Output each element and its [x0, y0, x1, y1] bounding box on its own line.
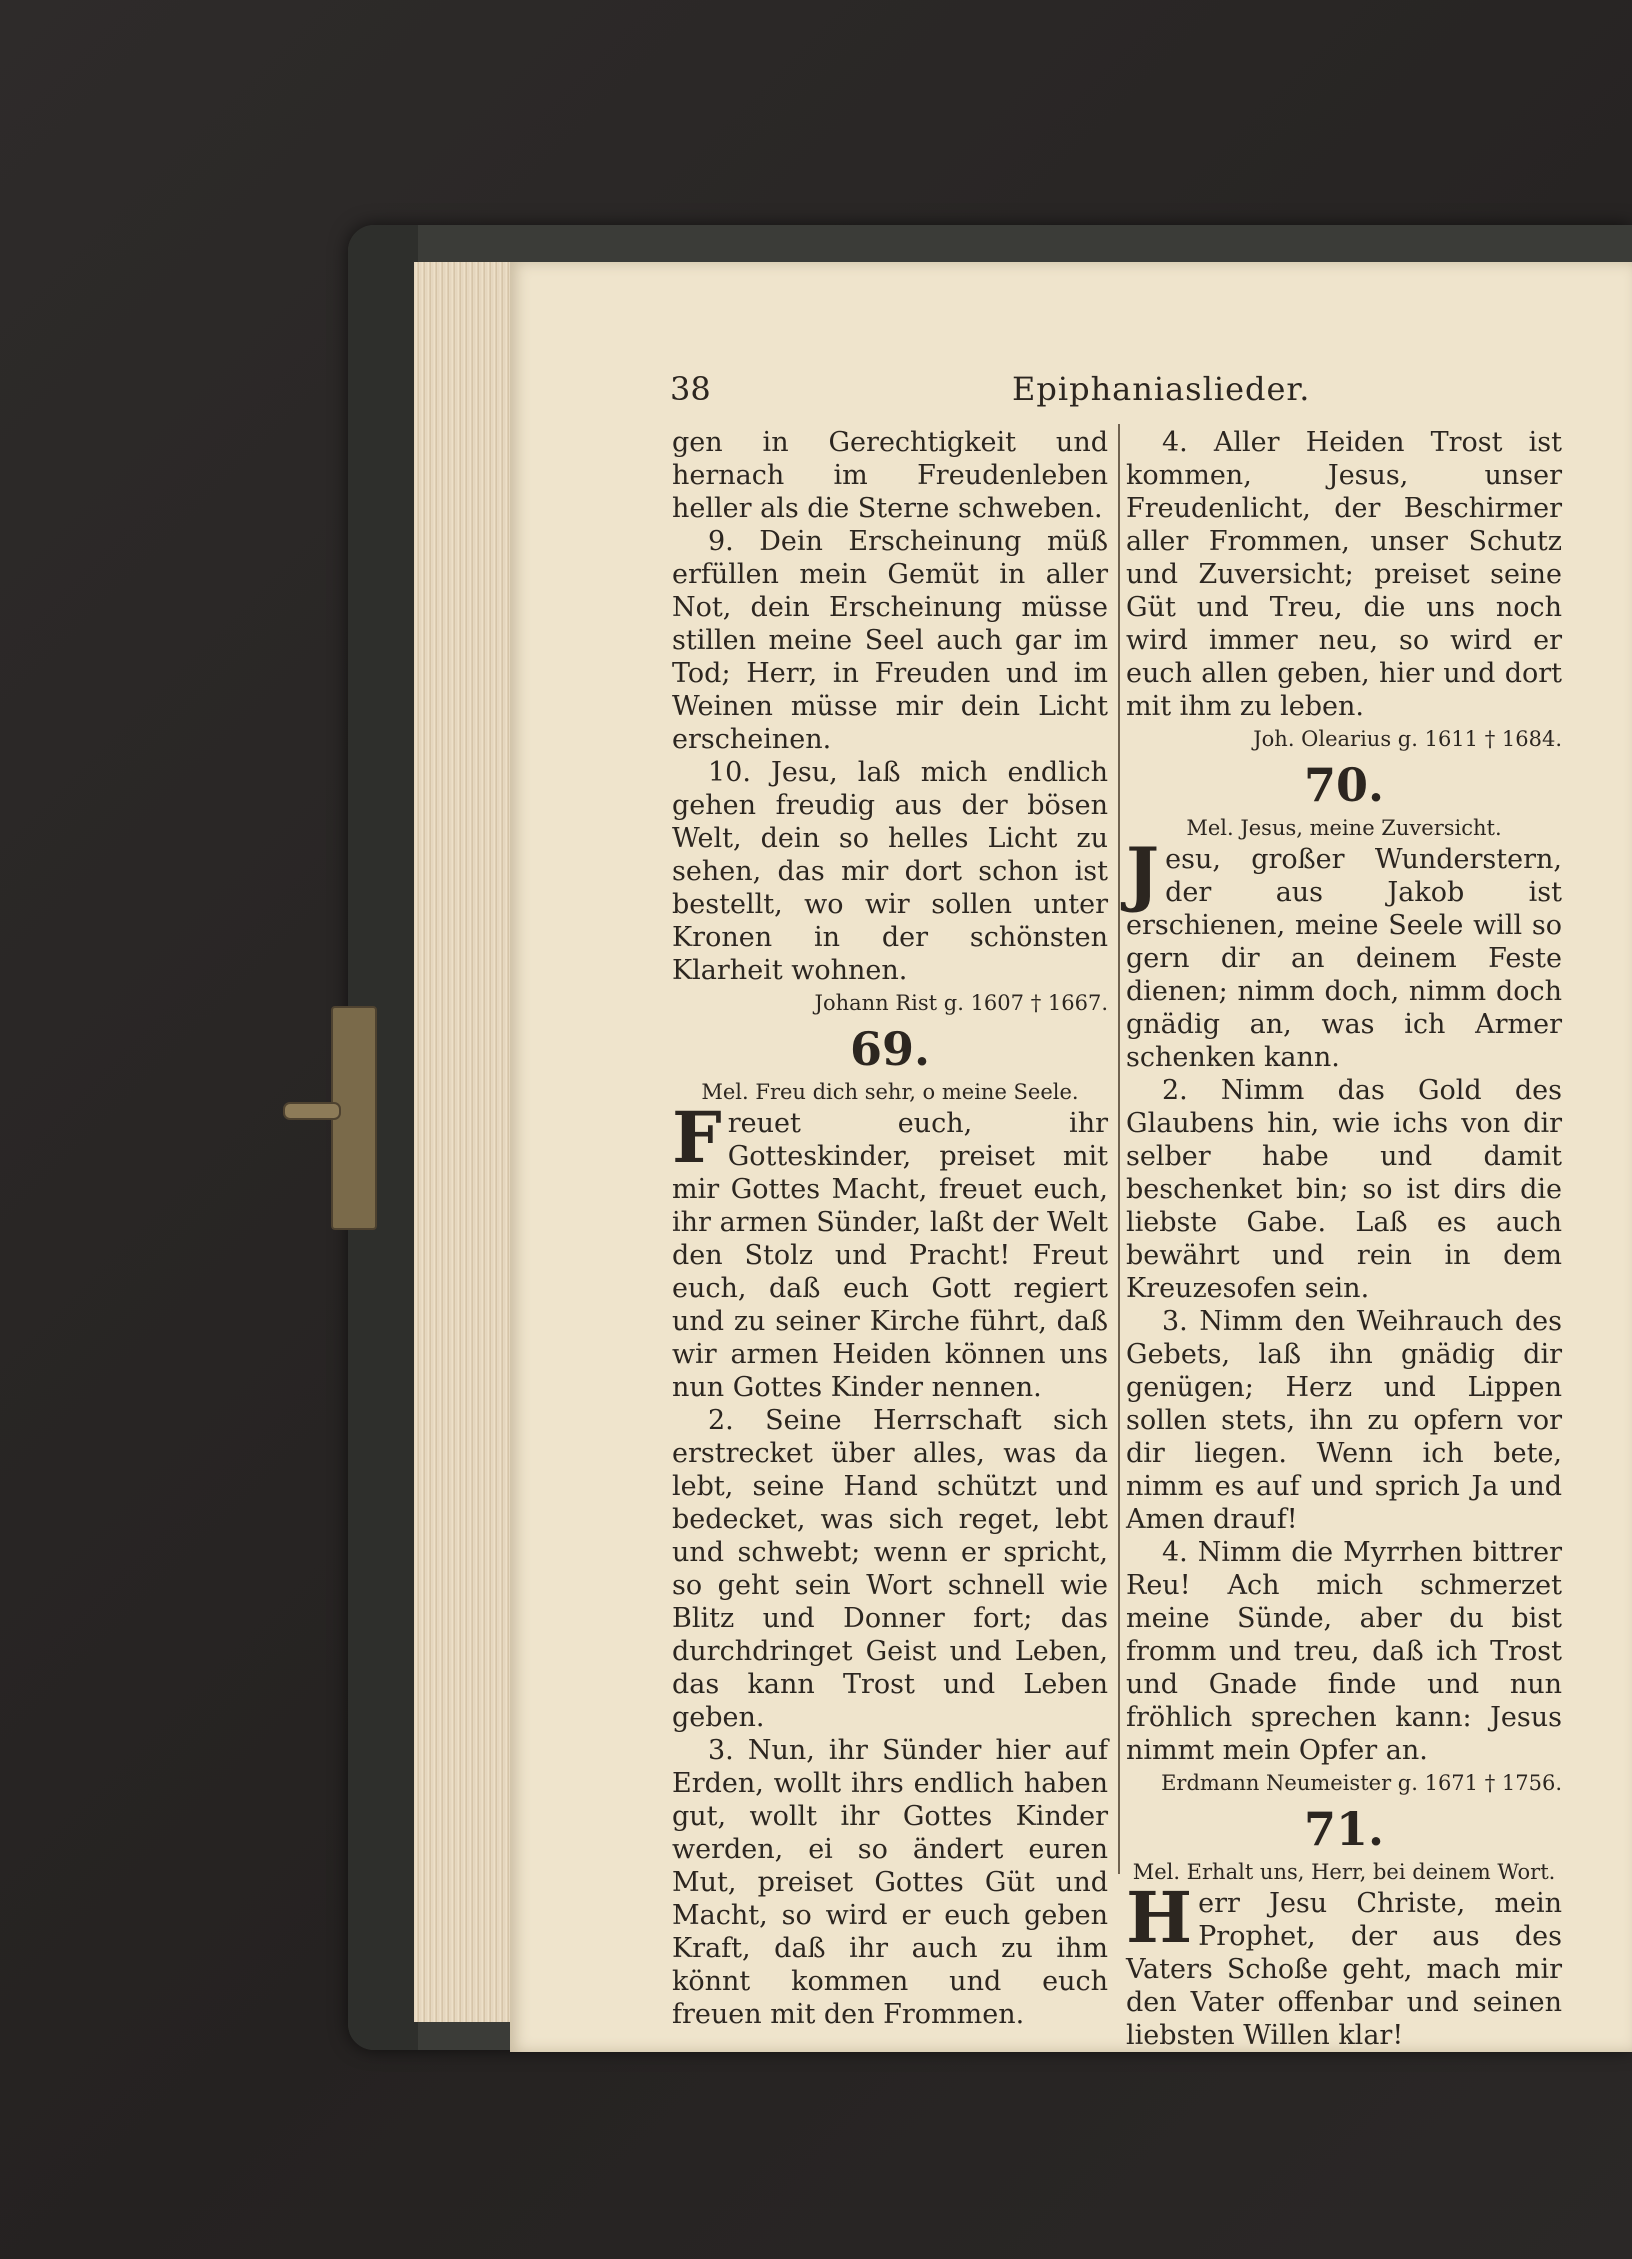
drop-cap: F — [672, 1096, 722, 1179]
page-number: 38 — [670, 370, 711, 408]
right-column — [1126, 426, 1562, 2052]
verse-9: 9. Dein Erscheinung müß erfüllen mein Gemüt in aller Not, dein Erscheinung müsse stillen meine Seel auch gar im Tod; Herr, in Freuden und im Weinen müsse mir dein Licht erscheinen. — [672, 526, 1108, 755]
hymn-69-verse-3: 3. Nun, ihr Sünder hier auf Erden, wollt ihrs endlich haben gut, wollt ihr Gottes Kinder werden, ei so ändert euren Mut, preiset Gottes Güt und Macht, so wird er euch geben Kraft, daß ihr auch zu ihm könnt kommen und euch freuen mit den Frommen. — [672, 1735, 1108, 2030]
left-column — [672, 426, 1108, 2031]
verse-text: esu, großer Wunderstern, der aus Jakob ist erschienen, meine Seele will so gern dir an deinem Feste dienen; nimm doch, nimm doch gnädig an, was ich Armer schenken kann. — [1126, 844, 1562, 1073]
page-header — [670, 370, 1311, 414]
hymn-70-verse-3: 3. Nimm den Weihrauch des Gebets, laß ihn gnädig dir genügen; Herz und Lippen sollen stets, ihn zu opfern vor dir liegen. Wenn ich bete, nimm es auf und sprich Ja und Amen drauf! — [1126, 1306, 1562, 1535]
page-edges — [414, 262, 514, 2022]
hymn-author: Erdmann Neumeister g. 1671 † 1756. — [1161, 1771, 1562, 1795]
hymn-number-70: 70. — [1303, 758, 1385, 812]
hymn-number-71: 71. — [1303, 1802, 1385, 1856]
hymn-69-verse-4: 4. Aller Heiden Trost ist kommen, Jesus, unser Freudenlicht, der Beschirmer aller Frommen, unser Schutz und Zuversicht; preiset seine Güt und Treu, die uns noch wird immer neu, so wird er euch allen geben, hier und dort mit ihm zu leben. — [1126, 427, 1562, 722]
clasp-pin-icon — [283, 1102, 341, 1120]
hymn-number-69: 69. — [849, 1022, 931, 1076]
hymn-melody: Mel. Freu dich sehr, o meine Seele. — [701, 1080, 1079, 1104]
hymn-69-verse-1 — [672, 1096, 1108, 1404]
hymn-author: Johann Rist g. 1607 † 1667. — [814, 991, 1108, 1015]
hymn-melody: Mel. Jesus, meine Zuversicht. — [1186, 816, 1502, 840]
hymn-author: Joh. Olearius g. 1611 † 1684. — [1253, 727, 1562, 751]
hymn-70-verse-4: 4. Nimm die Myrrhen bittrer Reu! Ach mich schmerzet meine Sünde, aber du bist fromm und treu, daß ich Trost und Gnade finde und nun fröhlich sprechen kann: Jesus nimmt mein Opfer an. — [1126, 1537, 1562, 1766]
hymn-69-verse-2: 2. Seine Herrschaft sich erstrecket über alles, was da lebt, seine Hand schützt und bedecket, was sich reget, lebt und schwebt; wenn er spricht, so geht sein Wort schnell wie Blitz und Donner fort; das durchdringet Geist und Leben, das kann Trost und Leben geben. — [672, 1405, 1108, 1733]
drop-cap: J — [1126, 832, 1160, 915]
hymn-70-verse-1 — [1126, 832, 1562, 1074]
verse-text: reuet euch, ihr Gotteskinder, preiset mit mir Gottes Macht, freuet euch, ihr armen Sünder, laßt der Welt den Stolz und Pracht! Freut euch, daß euch Gott regiert und zu seiner Kirche führt, daß wir armen Heiden können uns nun Gottes Kinder nennen. — [672, 1108, 1108, 1403]
column-divider — [1118, 424, 1120, 1874]
verse-10: 10. Jesu, laß mich endlich gehen freudig aus der bösen Welt, dein so helles Licht zu sehen, das mir dort schon ist bestellt, wo wir sollen unter Kronen in der schönsten Klarheit wohnen. — [672, 757, 1108, 986]
hymn-71-verse-1 — [1126, 1876, 1562, 2052]
hymn-70-verse-2: 2. Nimm das Gold des Glaubens hin, wie ichs von dir selber habe und damit beschenket bin; so ist dirs die liebste Gabe. Laß es auch bewährt und rein in dem Kreuzesofen sein. — [1126, 1075, 1562, 1304]
hymn-melody: Mel. Erhalt uns, Herr, bei deinem Wort. — [1132, 1860, 1556, 1884]
drop-cap: H — [1126, 1876, 1193, 1959]
verse-text: err Jesu Christe, mein Prophet, der aus des Vaters Schoße geht, mach mir den Vater offenbar und seinen liebsten Willen klar! — [1126, 1888, 1562, 2051]
verse-continuation: gen in Gerechtigkeit und hernach im Freudenleben heller als die Sterne schweben. — [672, 427, 1108, 524]
running-title: Epiphaniaslieder. — [1012, 370, 1311, 408]
